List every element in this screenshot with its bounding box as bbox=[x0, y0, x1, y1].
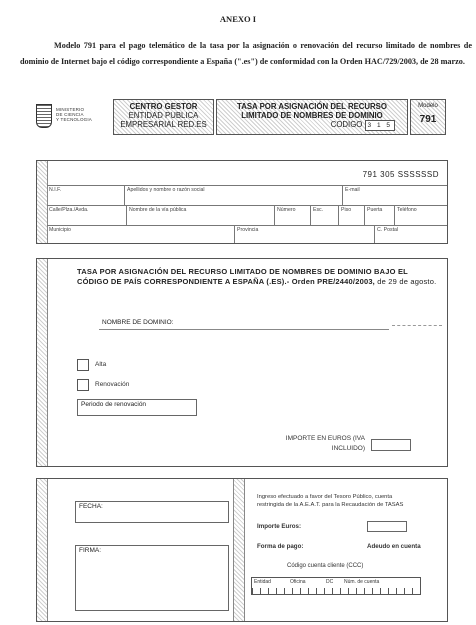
puerta-field[interactable] bbox=[365, 205, 395, 225]
ingreso-line2: restringida de la A.E.A.T. para la Recaudación de TASAS bbox=[257, 502, 404, 508]
renovacion-checkbox[interactable] bbox=[77, 379, 89, 391]
calle-field[interactable] bbox=[47, 205, 127, 225]
nombre-via-label: Nombre de la vía pública bbox=[129, 207, 187, 213]
apellidos-field[interactable] bbox=[125, 185, 343, 205]
codigo-label: CODIGO bbox=[330, 120, 363, 129]
ccc-label: Código cuenta cliente (CCC) bbox=[287, 563, 364, 569]
email-field[interactable] bbox=[343, 185, 447, 205]
nif-field[interactable] bbox=[47, 185, 125, 205]
telefono-label: Teléfono bbox=[397, 207, 417, 213]
domain-name-label: NOMBRE DE DOMINIO: bbox=[102, 319, 174, 326]
centro-gestor-line3: EMPRESARIAL RED.ES bbox=[120, 120, 207, 129]
modelo-label: Modelo bbox=[418, 103, 438, 109]
piso-field[interactable] bbox=[339, 205, 365, 225]
periodo-label: Periodo de renovación bbox=[81, 401, 147, 408]
telefono-field[interactable] bbox=[395, 205, 447, 225]
oficina-label: Oficina bbox=[290, 579, 306, 585]
num-cuenta-label: Núm. de cuenta bbox=[344, 579, 380, 585]
importe-euros-label: Importe Euros: bbox=[257, 523, 302, 530]
dc-label: DC bbox=[326, 579, 334, 585]
importe-line2: INCLUIDO) bbox=[331, 445, 365, 452]
ccc-input[interactable] bbox=[251, 577, 421, 595]
email-label: E-mail bbox=[345, 187, 360, 193]
alta-checkbox[interactable] bbox=[77, 359, 89, 371]
intro-text: Modelo 791 para el pago telemático de la tasa por la asignación o renovación del recurso limitado de nombres de dominio de Internet bajo el código correspondiente a España (".es") de conformidad con la Orden HAC/729/2003, de 28 marzo. bbox=[20, 41, 472, 66]
section-side-strip bbox=[37, 259, 48, 466]
tax-title-tail: de 29 de agosto. bbox=[377, 277, 437, 286]
ministry-logo bbox=[36, 104, 106, 128]
puerta-label: Puerta bbox=[367, 207, 383, 213]
page-title: ANEXO I bbox=[219, 14, 257, 24]
tasa-line2: LIMITADO DE NOMBRES DE DOMINIO bbox=[241, 111, 383, 120]
codigo-value: 3 1 5 bbox=[365, 120, 395, 131]
ministry-name bbox=[56, 107, 92, 122]
numero-label: Número bbox=[277, 207, 296, 213]
logo-line-3: Y TECNOLOGIA bbox=[56, 117, 92, 122]
forma-pago-value: Adeudo en cuenta bbox=[367, 543, 421, 550]
centro-gestor-box bbox=[113, 99, 214, 135]
centro-gestor-label: CENTRO GESTOR bbox=[129, 102, 198, 111]
importe-euros-input[interactable] bbox=[367, 521, 407, 532]
ingreso-line1: Ingreso efectuado a favor del Tesoro Público, cuenta bbox=[257, 494, 393, 500]
tasa-box bbox=[216, 99, 408, 135]
firma-label: FIRMA: bbox=[79, 547, 102, 554]
municipio-label: Municipio bbox=[49, 227, 71, 233]
logo-line-1: MINISTERIO bbox=[56, 107, 85, 112]
importe-input[interactable] bbox=[371, 439, 411, 451]
cpostal-label: C. Postal bbox=[377, 227, 399, 233]
alta-label: Alta bbox=[95, 361, 107, 368]
numero-field[interactable] bbox=[275, 205, 311, 225]
modelo-box bbox=[410, 99, 446, 135]
coat-of-arms-icon bbox=[36, 104, 52, 128]
ingreso-text bbox=[257, 493, 447, 509]
nombre-via-field[interactable] bbox=[127, 205, 275, 225]
section-side-strip bbox=[37, 479, 48, 621]
domain-name-field[interactable] bbox=[99, 318, 389, 330]
calle-label: Calle/Plza./Avda. bbox=[49, 207, 89, 213]
section-divider-strip bbox=[233, 479, 245, 621]
declarant-section bbox=[36, 160, 448, 244]
piso-label: Piso bbox=[341, 207, 352, 213]
ccc-digit-ticks bbox=[252, 588, 420, 594]
municipio-field[interactable] bbox=[47, 225, 235, 243]
reference-number: 791 305 SSSSSSD bbox=[362, 170, 439, 179]
modelo-value: 791 bbox=[419, 114, 437, 125]
logo-line-2: DE CIENCIA bbox=[56, 112, 84, 117]
tax-details-section bbox=[36, 258, 448, 467]
domain-name-dashes bbox=[392, 325, 442, 326]
esc-label: Esc. bbox=[313, 207, 324, 213]
tasa-line1: TASA POR ASIGNACIÓN DEL RECURSO bbox=[237, 102, 387, 111]
periodo-renovacion-field[interactable] bbox=[77, 399, 197, 416]
fecha-label: FECHA: bbox=[79, 503, 103, 510]
provincia-field[interactable] bbox=[235, 225, 375, 243]
tax-title bbox=[77, 267, 437, 287]
nif-label: N.I.F. bbox=[49, 187, 62, 193]
cpostal-field[interactable] bbox=[375, 225, 447, 243]
forma-pago-label: Forma de pago: bbox=[257, 543, 304, 550]
intro-paragraph bbox=[20, 38, 472, 70]
provincia-label: Provincia bbox=[237, 227, 259, 233]
centro-gestor-line2: ENTIDAD PUBLICA bbox=[128, 111, 199, 120]
importe-label bbox=[245, 434, 365, 454]
apellidos-label: Apellidos y nombre o razón social bbox=[127, 187, 205, 193]
firma-field[interactable] bbox=[75, 545, 229, 611]
renovacion-label: Renovación bbox=[95, 381, 130, 388]
payment-section bbox=[36, 478, 448, 622]
importe-line1: IMPORTE EN EUROS (IVA bbox=[285, 435, 365, 442]
tax-title-main: TASA POR ASIGNACIÓN DEL RECURSO LIMITADO DE NOMBRES DE DOMINIO BAJO EL CÓDIGO DE PAÍS CORRESPONDIENTE A ESPAÑA (.ES).- Orden PRE/2440/2003, bbox=[77, 267, 408, 286]
esc-field[interactable] bbox=[311, 205, 339, 225]
entidad-label: Entidad bbox=[254, 579, 271, 585]
fecha-field[interactable] bbox=[75, 501, 229, 523]
